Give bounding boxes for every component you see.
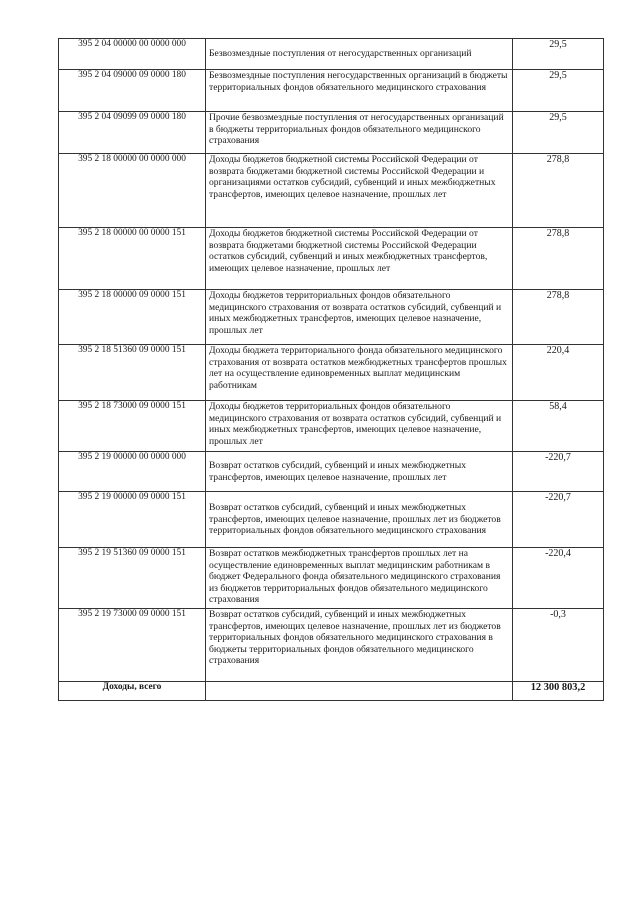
revenue-name: Доходы бюджетов территориальных фондов обязательного медицинского страхования от возврата остатков субсидий, субвенций и иных межбюджетных трансфертов, имеющих целевое назначение, прошлых лет: [206, 290, 513, 345]
table-row: [59, 452, 604, 492]
table-row: [59, 492, 604, 548]
revenue-name: Возврат остатков субсидий, субвенций и иных межбюджетных трансфертов, имеющих целевое назначение, прошлых лет: [206, 452, 513, 492]
budget-code: 395 2 04 09000 09 0000 180: [59, 70, 206, 112]
total-amount: 12 300 803,2: [513, 682, 604, 701]
revenue-name: Прочие безвозмездные поступления от негосударственных организаций в бюджеты территориальных фондов обязательного медицинского страхования: [206, 112, 513, 154]
total-label: Доходы, всего: [59, 682, 206, 701]
amount: 220,4: [513, 345, 604, 401]
budget-code: 395 2 18 00000 09 0000 151: [59, 290, 206, 345]
table-row: [59, 70, 604, 112]
revenue-name: Безвозмездные поступления негосударственных организаций в бюджеты территориальных фондов обязательного медицинского страхования: [206, 70, 513, 112]
table-row: [59, 548, 604, 609]
budget-code: 395 2 18 00000 00 0000 000: [59, 154, 206, 228]
table-row: [59, 39, 604, 70]
amount: 278,8: [513, 228, 604, 290]
budget-code: 395 2 19 00000 00 0000 000: [59, 452, 206, 492]
budget-code: 395 2 18 00000 00 0000 151: [59, 228, 206, 290]
amount: -0,3: [513, 609, 604, 682]
total-row: [59, 682, 604, 701]
revenue-name: Доходы бюджетов бюджетной системы Российской Федерации от возврата бюджетами бюджетной системы Российской Федерации остатков субсидий, субвенций и иных межбюджетных трансфертов, имеющих целевое назначение, прошлых лет: [206, 228, 513, 290]
budget-code: 395 2 04 09099 09 0000 180: [59, 112, 206, 154]
amount: 29,5: [513, 39, 604, 70]
table-row: [59, 228, 604, 290]
revenue-name: Доходы бюджетов бюджетной системы Российской Федерации от возврата бюджетами бюджетной системы Российской Федерации и организациями остатков субсидий, субвенций и иных межбюджетных трансфертов, имеющих целевое назначение, прошлых лет: [206, 154, 513, 228]
budget-code: 395 2 18 51360 09 0000 151: [59, 345, 206, 401]
table-row: [59, 112, 604, 154]
budget-code: 395 2 18 73000 09 0000 151: [59, 401, 206, 452]
table-row: [59, 401, 604, 452]
table-row: [59, 154, 604, 228]
table-row: [59, 345, 604, 401]
amount: -220,7: [513, 452, 604, 492]
amount: -220,4: [513, 548, 604, 609]
revenue-table: [58, 38, 604, 701]
revenue-name: Доходы бюджетов территориальных фондов обязательного медицинского страхования от возврата остатков субсидий, субвенций и иных межбюджетных трансфертов, имеющих целевое назначение, прошлых лет: [206, 401, 513, 452]
total-name: [206, 682, 513, 701]
revenue-name: Возврат остатков субсидий, субвенций и иных межбюджетных трансфертов, имеющих целевое назначение, прошлых лет из бюджетов территориальных фондов обязательного медицинского страхования в бюджеты территориальных фондов обязательного медицинского страхования: [206, 609, 513, 682]
amount: 278,8: [513, 290, 604, 345]
revenue-name: Возврат остатков субсидий, субвенций и иных межбюджетных трансфертов, имеющих целевое назначение, прошлых лет из бюджетов территориальных фондов обязательного медицинского страхования: [206, 492, 513, 548]
table-row: [59, 609, 604, 682]
revenue-name: Безвозмездные поступления от негосударственных организаций: [206, 39, 513, 70]
amount: 29,5: [513, 112, 604, 154]
revenue-name: Доходы бюджета территориального фонда обязательного медицинского страхования от возврата остатков межбюджетных трансфертов прошлых лет на осуществление единовременных выплат медицинским работникам: [206, 345, 513, 401]
amount: 58,4: [513, 401, 604, 452]
budget-code: 395 2 19 51360 09 0000 151: [59, 548, 206, 609]
amount: 29,5: [513, 70, 604, 112]
revenue-name: Возврат остатков межбюджетных трансфертов прошлых лет на осуществление единовременных выплат медицинским работникам в бюджет Федерального фонда обязательного медицинского страхования из бюджетов территориальных фондов обязательного медицинского страхования: [206, 548, 513, 609]
amount: -220,7: [513, 492, 604, 548]
budget-code: 395 2 04 00000 00 0000 000: [59, 39, 206, 70]
table-row: [59, 290, 604, 345]
budget-code: 395 2 19 00000 09 0000 151: [59, 492, 206, 548]
budget-code: 395 2 19 73000 09 0000 151: [59, 609, 206, 682]
amount: 278,8: [513, 154, 604, 228]
